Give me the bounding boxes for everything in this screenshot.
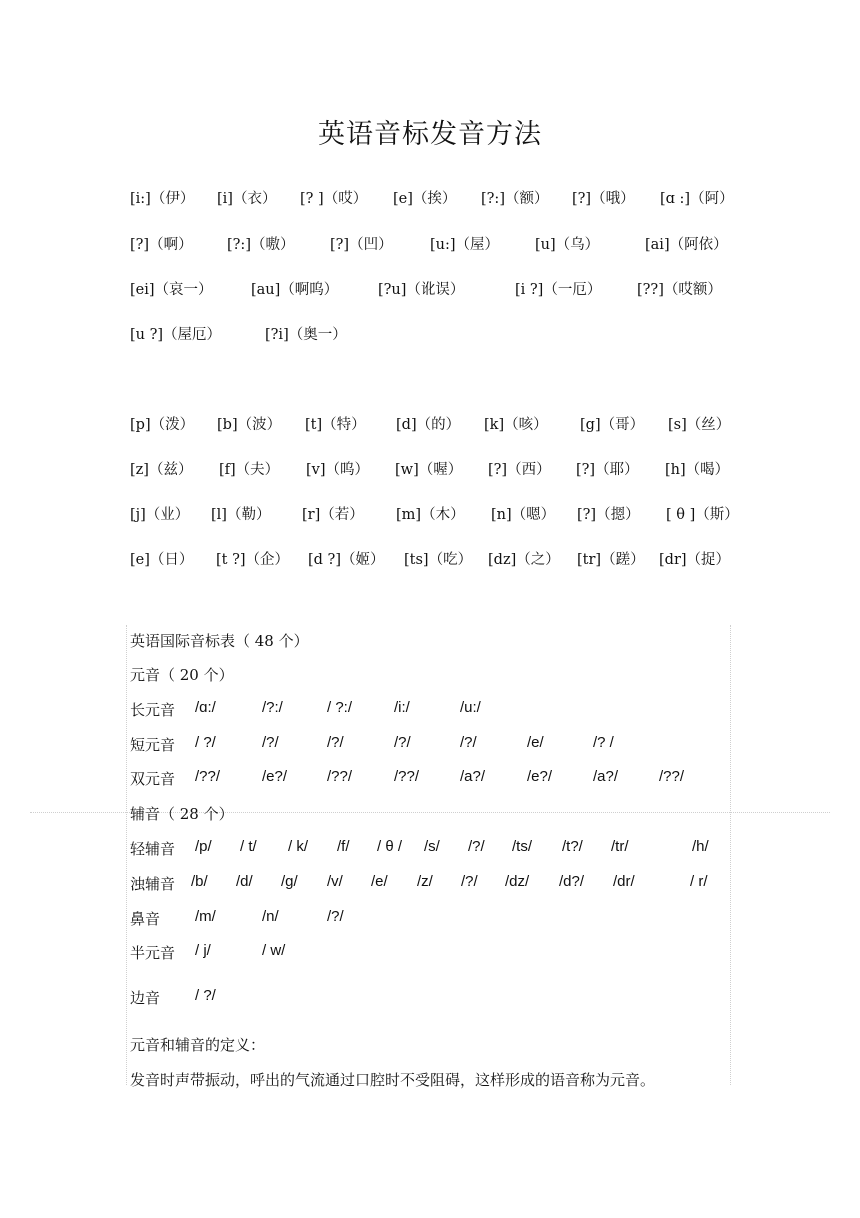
vowel-item: [? ]（哎） xyxy=(300,191,368,207)
row-label: 轻辅音 xyxy=(130,840,176,858)
consonants-heading: 辅音（ 28 个） xyxy=(130,805,234,823)
ipa-symbol: /?:/ xyxy=(262,699,283,716)
consonant-item: [v]（呜） xyxy=(306,462,370,478)
ipa-symbol: /? / xyxy=(593,734,614,751)
vowel-item: [u:]（屋） xyxy=(430,237,500,253)
ipa-symbol: /?/ xyxy=(461,873,478,890)
vowel-item: [i:]（伊） xyxy=(130,191,195,207)
vowel-item: [??]（哎额） xyxy=(637,282,722,298)
ipa-symbol: /??/ xyxy=(327,768,353,785)
ipa-symbol: /ts/ xyxy=(512,838,533,855)
right-guide-line xyxy=(730,625,731,1085)
ipa-symbol: /?/ xyxy=(468,838,485,855)
row-label: 边音 xyxy=(130,989,161,1007)
ipa-symbol: /d/ xyxy=(236,873,253,890)
consonant-item: [?]（耶） xyxy=(576,462,639,478)
consonant-item: [dr]（捉） xyxy=(659,552,731,568)
ipa-symbol: /v/ xyxy=(327,873,343,890)
definition-heading: 元音和辅音的定义： xyxy=(130,1036,266,1054)
ipa-symbol: /e?/ xyxy=(262,768,288,785)
row-label: 长元音 xyxy=(130,701,176,719)
ipa-symbol: /?/ xyxy=(327,734,344,751)
ipa-symbol: /??/ xyxy=(394,768,420,785)
vowel-item: [ɑ :]（阿） xyxy=(660,191,734,207)
ipa-symbol: / w/ xyxy=(262,942,286,959)
ipa-symbol: /u:/ xyxy=(460,699,481,716)
consonant-item: [?]（西） xyxy=(488,462,551,478)
consonant-item: [l]（勒） xyxy=(211,507,271,523)
consonant-item: [?]（摁） xyxy=(577,507,640,523)
ipa-symbol: / ?/ xyxy=(195,734,216,751)
ipa-symbol: /t?/ xyxy=(562,838,583,855)
ipa-symbol: / r/ xyxy=(690,873,708,890)
vowel-item: [ai]（阿依） xyxy=(645,237,728,253)
ipa-symbol: /n/ xyxy=(262,908,279,925)
ipa-symbol: /s/ xyxy=(424,838,440,855)
ipa-symbol: /b/ xyxy=(191,873,208,890)
ipa-symbol: /a?/ xyxy=(593,768,619,785)
ipa-symbol: /a?/ xyxy=(460,768,486,785)
vowel-item: [au]（啊呜） xyxy=(251,282,339,298)
ipa-symbol: /e/ xyxy=(527,734,544,751)
consonant-item: [j]（业） xyxy=(130,507,190,523)
vowel-item: [ei]（哀一） xyxy=(130,282,213,298)
ipa-symbol: /d?/ xyxy=(559,873,585,890)
row-label: 半元音 xyxy=(130,944,176,962)
ipa-symbol: /dz/ xyxy=(505,873,530,890)
ipa-symbol: /e/ xyxy=(371,873,388,890)
consonant-item: [k]（咳） xyxy=(484,417,548,433)
ipa-symbol: /g/ xyxy=(281,873,298,890)
consonant-item: [w]（喔） xyxy=(395,462,463,478)
ipa-symbol: / ?/ xyxy=(195,987,216,1004)
consonant-item: [n]（嗯） xyxy=(491,507,556,523)
definition-text: 发音时声带振动，呼出的气流通过口腔时不受阻碍，这样形成的语音称为元音。 xyxy=(130,1071,656,1089)
row-label: 鼻音 xyxy=(130,910,161,928)
row-label: 双元音 xyxy=(130,770,176,788)
ipa-symbol: /?/ xyxy=(262,734,279,751)
ipa-symbol: /?/ xyxy=(460,734,477,751)
ipa-symbol: / t/ xyxy=(240,838,257,855)
consonant-item: [b]（波） xyxy=(217,417,282,433)
ipa-symbol: / θ / xyxy=(377,838,403,855)
ipa-symbol: /h/ xyxy=(692,838,709,855)
left-guide-line xyxy=(126,625,127,1085)
vowel-item: [i]（衣） xyxy=(217,191,277,207)
row-label: 浊辅音 xyxy=(130,875,176,893)
vowel-item: [?:]（额） xyxy=(481,191,549,207)
consonant-item: [tr]（蹉） xyxy=(577,552,645,568)
ipa-symbol: /f/ xyxy=(337,838,350,855)
ipa-symbol: /z/ xyxy=(417,873,433,890)
consonant-item: [e]（日） xyxy=(130,552,194,568)
consonant-item: [f]（夫） xyxy=(219,462,280,478)
vowel-item: [?]（啊） xyxy=(130,237,193,253)
consonant-item: [t ?]（企） xyxy=(216,552,290,568)
consonant-item: [h]（喝） xyxy=(665,462,730,478)
ipa-symbol: /?/ xyxy=(394,734,411,751)
ipa-symbol: /tr/ xyxy=(611,838,629,855)
consonant-item: [z]（兹） xyxy=(130,462,193,478)
vowel-item: [?u]（讹误） xyxy=(378,282,465,298)
consonant-item: [m]（木） xyxy=(396,507,465,523)
consonant-item: [ts]（吃） xyxy=(404,552,473,568)
vowel-item: [?]（哦） xyxy=(572,191,635,207)
vowel-item: [e]（挨） xyxy=(393,191,457,207)
ipa-symbol: /??/ xyxy=(659,768,685,785)
vowels-heading: 元音（ 20 个） xyxy=(130,666,234,684)
row-label: 短元音 xyxy=(130,736,176,754)
vowel-item: [?:]（嗷） xyxy=(227,237,295,253)
ipa-symbol: / j/ xyxy=(195,942,211,959)
consonant-item: [s]（丝） xyxy=(668,417,731,433)
ipa-symbol: /p/ xyxy=(195,838,212,855)
consonant-item: [ θ ]（斯） xyxy=(666,507,739,523)
vowel-item: [?]（凹） xyxy=(330,237,393,253)
consonant-item: [d]（的） xyxy=(396,417,461,433)
ipa-symbol: /m/ xyxy=(195,908,216,925)
consonant-item: [g]（哥） xyxy=(580,417,645,433)
vowel-item: [?i]（奥一） xyxy=(265,327,347,343)
ipa-symbol: /i:/ xyxy=(394,699,410,716)
ipa-symbol: /dr/ xyxy=(613,873,635,890)
ipa-symbol: / ?:/ xyxy=(327,699,353,716)
ipa-symbol: /?/ xyxy=(327,908,344,925)
consonant-item: [dz]（之） xyxy=(488,552,560,568)
table-heading: 英语国际音标表（ 48 个） xyxy=(130,632,309,650)
consonant-item: [r]（若） xyxy=(302,507,364,523)
ipa-symbol: /??/ xyxy=(195,768,221,785)
vowel-item: [u ?]（屋厄） xyxy=(130,327,222,343)
consonant-item: [p]（泼） xyxy=(130,417,195,433)
ipa-symbol: / k/ xyxy=(288,838,309,855)
ipa-symbol: /ɑ:/ xyxy=(195,699,216,716)
ipa-symbol: /e?/ xyxy=(527,768,553,785)
page-title: 英语音标发音方法 xyxy=(318,119,542,150)
consonant-item: [d ?]（姬） xyxy=(308,552,385,568)
vowel-item: [u]（乌） xyxy=(535,237,600,253)
vowel-item: [i ?]（一厄） xyxy=(515,282,602,298)
consonant-item: [t]（特） xyxy=(305,417,366,433)
